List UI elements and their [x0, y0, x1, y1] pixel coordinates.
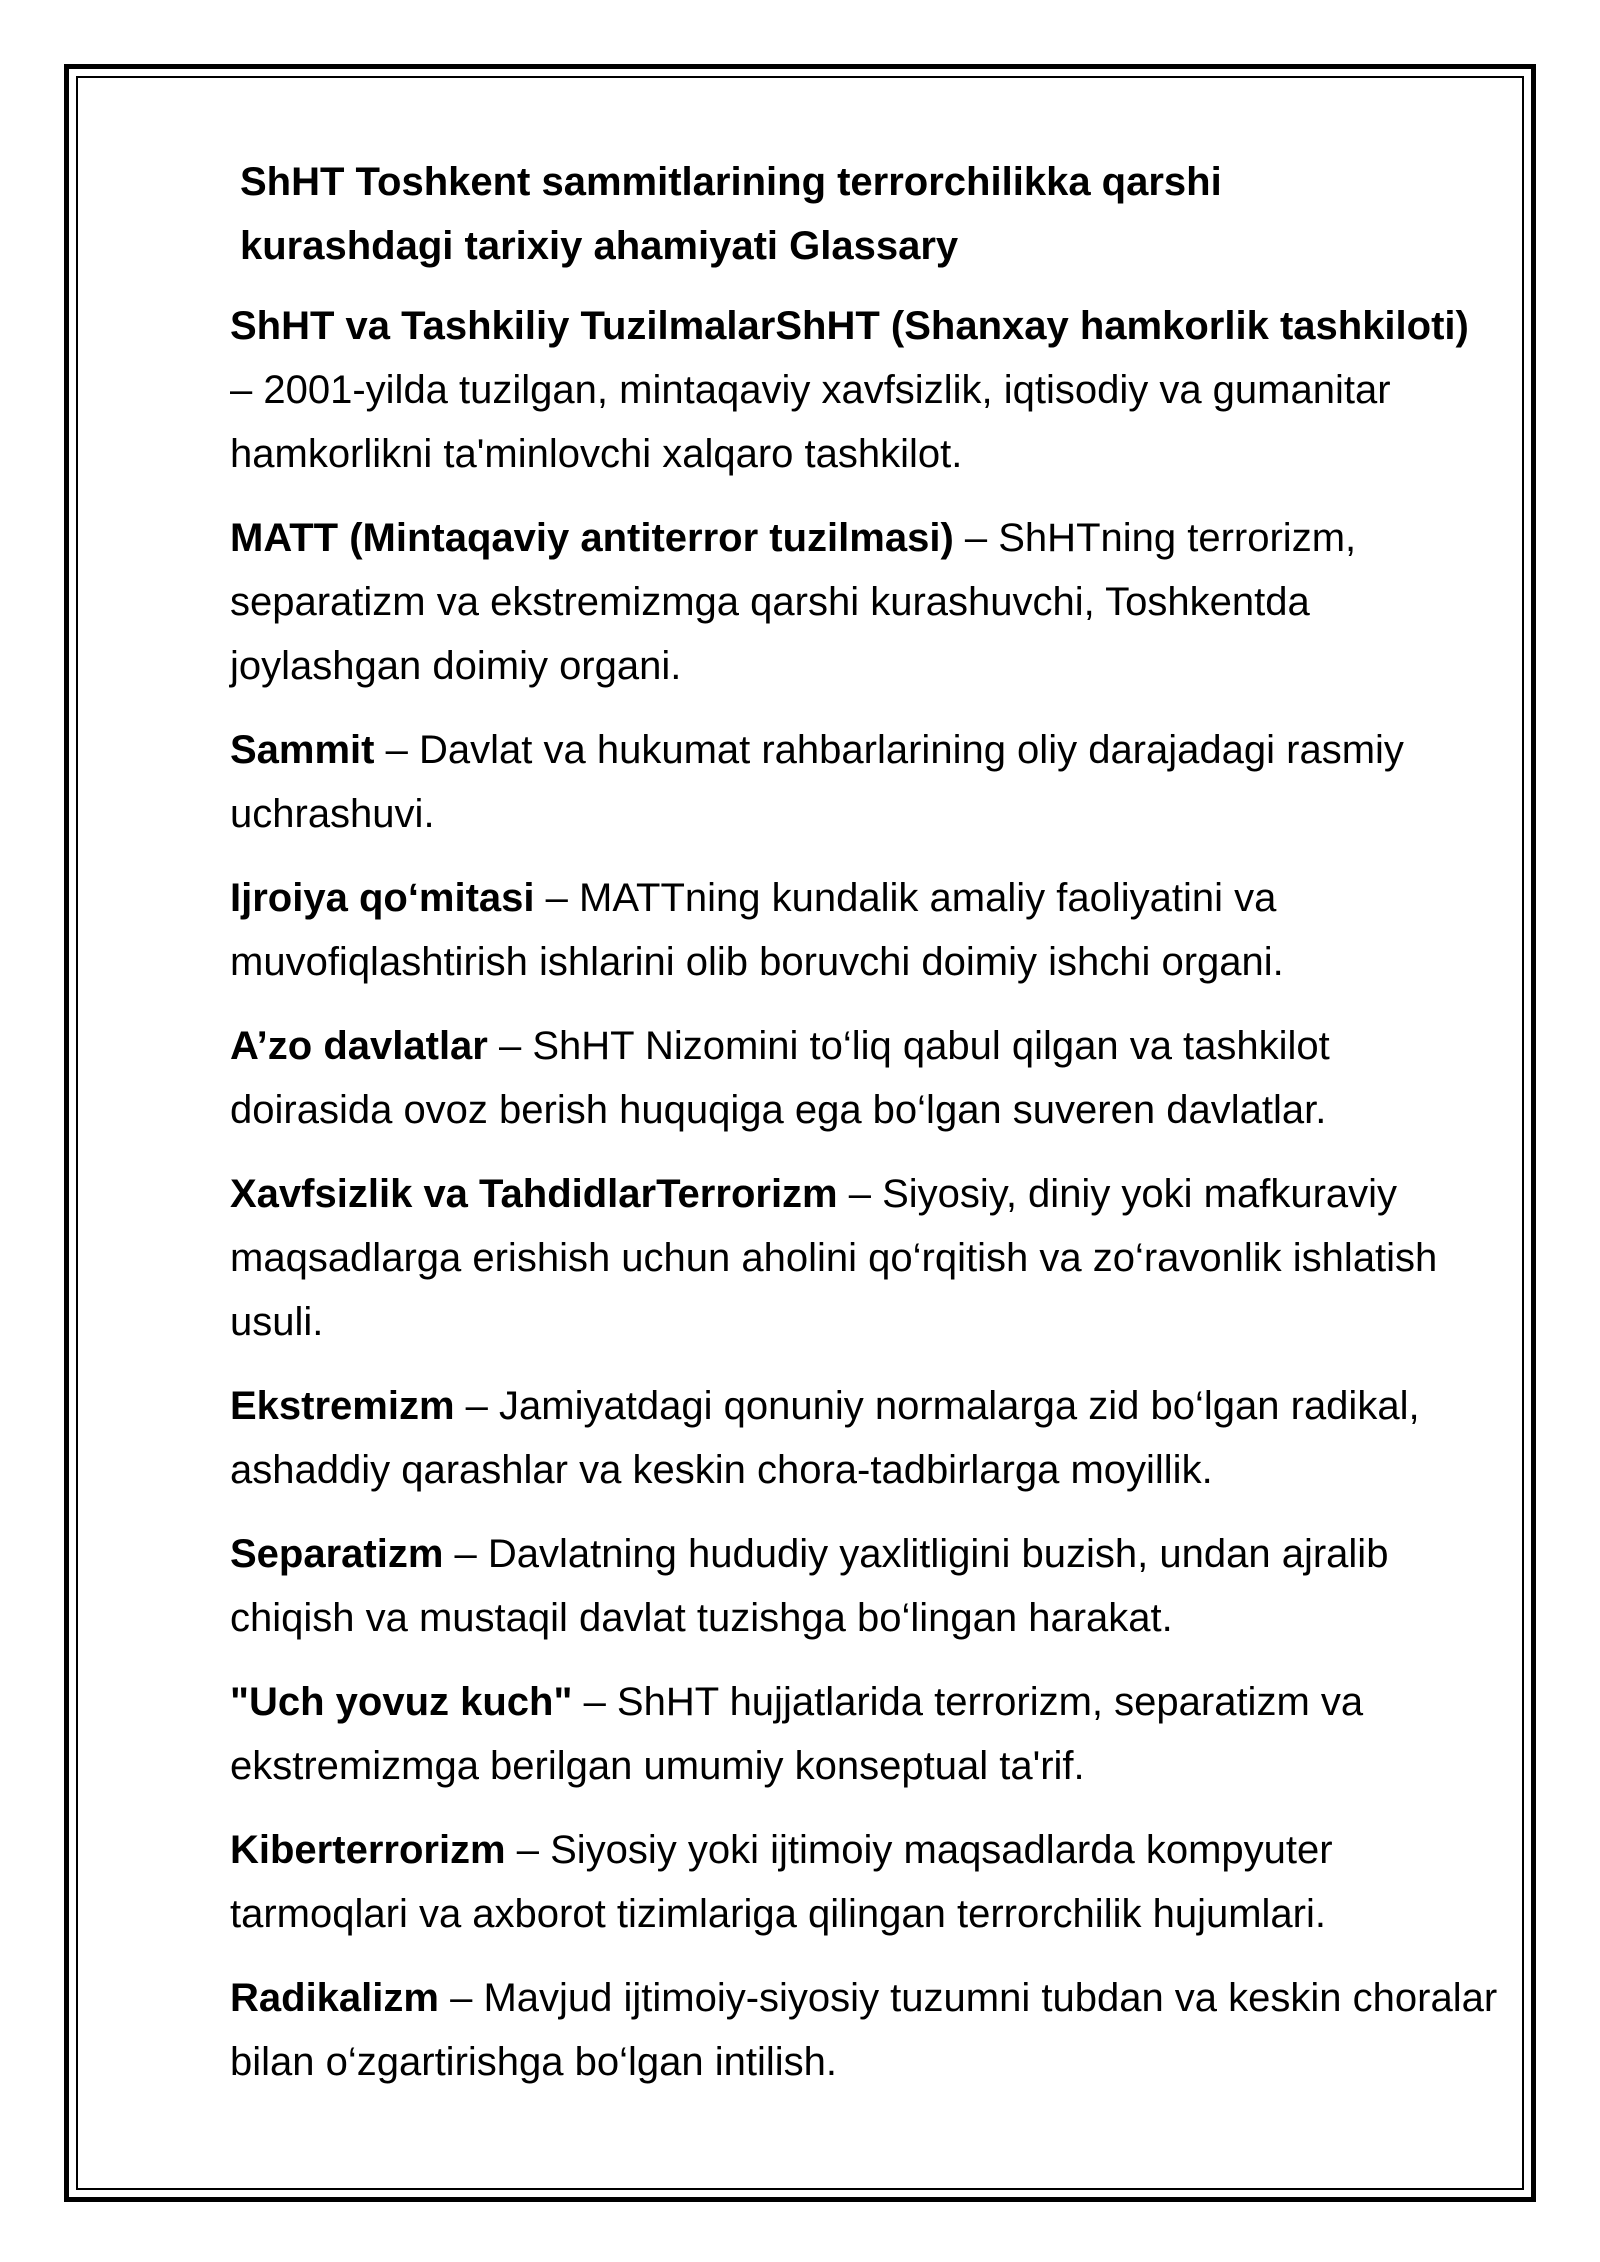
- glossary-entry: [230, 506, 1500, 698]
- glossary-entry: [230, 1374, 1500, 1502]
- glossary-definition: – Davlat va hukumat rahbarlarining oliy darajadagi rasmiy uchrashuvi.: [230, 728, 1404, 836]
- document-body: [230, 150, 1500, 2114]
- glossary-definition: – Jamiyatdagi qonuniy normalarga zid bo‘lgan radikal, ashaddiy qarashlar va keskin chora-tadbirlarga moyillik.: [230, 1384, 1420, 1492]
- glossary-entry: [230, 1670, 1500, 1798]
- glossary-definition: – Siyosiy yoki ijtimoiy maqsadlarda kompyuter tarmoqlari va axborot tizimlariga qilingan terrorchilik hujumlari.: [230, 1828, 1333, 1936]
- glossary-term: Ekstremizm: [230, 1384, 455, 1428]
- glossary-definition: – 2001-yilda tuzilgan, mintaqaviy xavfsizlik, iqtisodiy va gumanitar hamkorlikni ta'minlovchi xalqaro tashkilot.: [230, 368, 1391, 476]
- glossary-entry: [230, 294, 1500, 486]
- glossary-entry: [230, 718, 1500, 846]
- glossary-term: Ijroiya qo‘mitasi: [230, 876, 535, 920]
- glossary-definition: – Mavjud ijtimoiy-siyosiy tuzumni tubdan va keskin choralar bilan o‘zgartirishga bo‘lgan intilish.: [230, 1976, 1498, 2084]
- title-line-2: kurashdagi tarixiy ahamiyati Glassary: [240, 224, 959, 268]
- glossary-term: Kiberterrorizm: [230, 1828, 506, 1872]
- glossary-entry: [230, 1014, 1500, 1142]
- glossary-term: Separatizm: [230, 1532, 444, 1576]
- glossary-definition: – ShHT hujjatlarida terrorizm, separatizm va ekstremizmga berilgan umumiy konseptual ta'rif.: [230, 1680, 1364, 1788]
- glossary-definition: – MATTning kundalik amaliy faoliyatini va muvofiqlashtirish ishlarini olib boruvchi doimiy ishchi organi.: [230, 876, 1284, 984]
- title-line-1: ShHT Toshkent sammitlarining terrorchilikka qarshi: [240, 160, 1222, 204]
- glossary-entry: [230, 1818, 1500, 1946]
- glossary-term: "Uch yovuz kuch": [230, 1680, 573, 1724]
- glossary-term: Radikalizm: [230, 1976, 439, 2020]
- glossary-term: A’zo davlatlar: [230, 1024, 488, 1068]
- glossary-definition: – Davlatning hududiy yaxlitligini buzish, undan ajralib chiqish va mustaqil davlat tuzishga bo‘lingan harakat.: [230, 1532, 1389, 1640]
- glossary-entry: [230, 1162, 1500, 1354]
- glossary-definition: – Siyosiy, diniy yoki mafkuraviy maqsadlarga erishish uchun aholini qo‘rqitish va zo‘ravonlik ishlatish usuli.: [230, 1172, 1438, 1344]
- document-title: [230, 150, 1500, 278]
- glossary-term: Xavfsizlik va TahdidlarTerrorizm: [230, 1172, 838, 1216]
- glossary-term: ShHT va Tashkiliy TuzilmalarShHT (Shanxay hamkorlik tashkiloti): [230, 304, 1469, 348]
- glossary-entry: [230, 866, 1500, 994]
- glossary-term: MATT (Mintaqaviy antiterror tuzilmasi): [230, 516, 954, 560]
- glossary-definition: – ShHTning terrorizm, separatizm va ekstremizmga qarshi kurashuvchi, Toshkentda joylashgan doimiy organi.: [230, 516, 1357, 688]
- glossary-term: Sammit: [230, 728, 375, 772]
- glossary-definition: – ShHT Nizomini to‘liq qabul qilgan va tashkilot doirasida ovoz berish huquqiga ega bo‘lgan suveren davlatlar.: [230, 1024, 1330, 1132]
- glossary-entry: [230, 1522, 1500, 1650]
- glossary-entry: [230, 1966, 1500, 2094]
